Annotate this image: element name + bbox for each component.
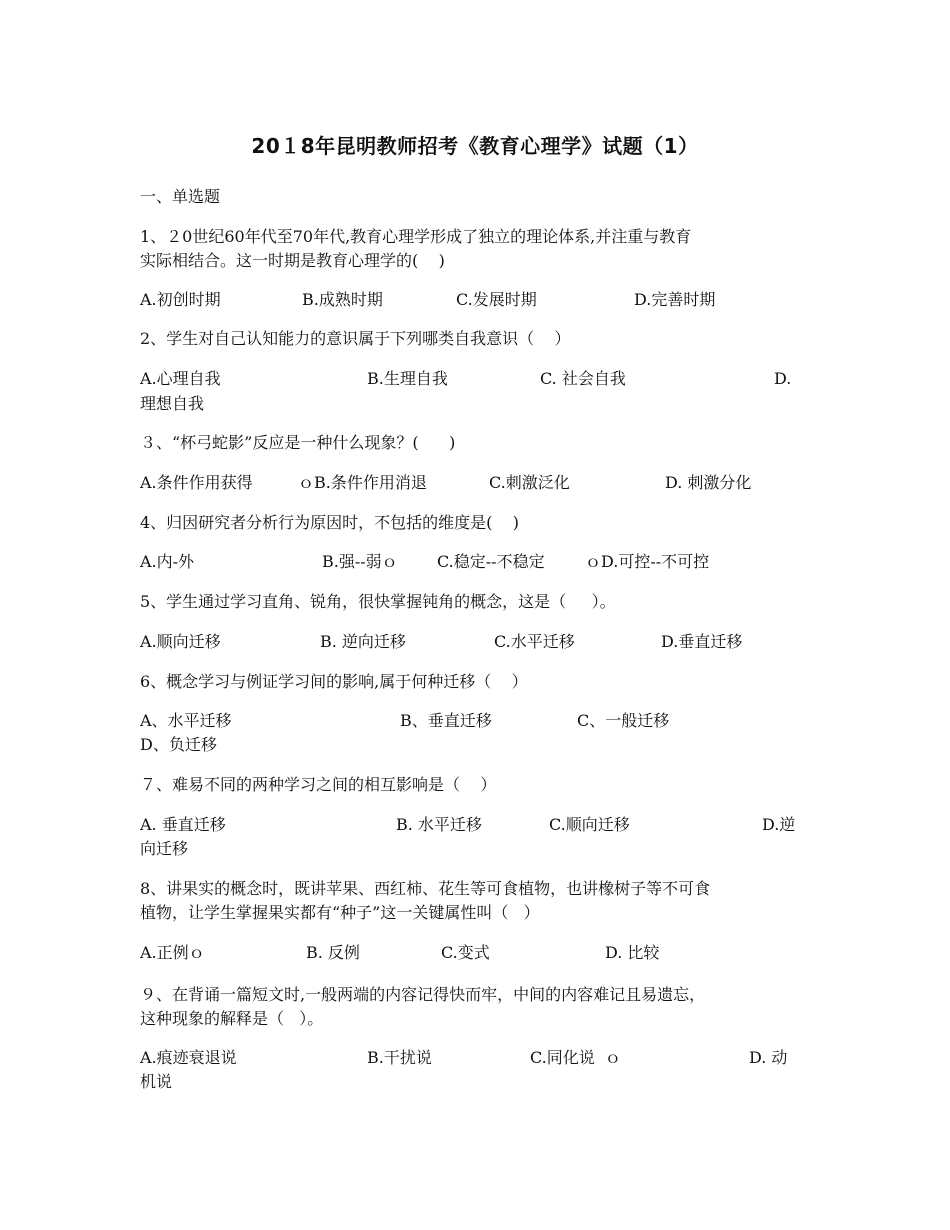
question-8-option-d: D. 比较 [605,943,660,962]
question-1-option-d: D.完善时期 [634,290,716,309]
question-7-option-d-wrap: 向迁移 [140,839,189,858]
question-9-line-1: ９、在背诵一篇短文时,一般两端的内容记得快而牢，中间的内容难记且易遗忘， [140,985,706,1004]
question-1-option-b: B.成熟时期 [302,290,383,309]
question-9-line-2: 这种现象的解释是（ ）。 [140,1009,324,1028]
question-3-line-1: ３、“杯弓蛇影”反应是一种什么现象？( ) [140,433,456,452]
question-3-option-a: A.条件作用获得 [140,473,253,492]
question-2-option-b: B.生理自我 [367,369,448,388]
question-8-option-b: B. 反例 [306,943,360,962]
question-4-option-b: B.强--弱ｏ [322,552,398,571]
question-5-line-1: 5、学生通过学习直角、锐角，很快掌握钝角的概念，这是（ ）。 [140,592,616,611]
question-4-line-1: 4、归因研究者分析行为原因时，不包括的维度是( ) [140,513,520,532]
question-9-option-b: B.干扰说 [367,1048,432,1067]
question-4-option-c: C.稳定--不稳定 [437,552,545,571]
question-6-line-1: 6、概念学习与例证学习间的影响,属于何种迁移（ ） [140,672,528,691]
question-1-option-c: C.发展时期 [456,290,537,309]
question-2-option-a: A.心理自我 [140,369,221,388]
question-8-option-a: A.正例ｏ [140,943,205,962]
question-3-option-b: ｏB.条件作用消退 [298,473,427,492]
page-title: 20１8年昆明教师招考《教育心理学》试题（1） [251,134,699,158]
question-5-option-c: C.水平迁移 [494,632,575,651]
question-6-option-d: D、负迁移 [140,735,217,754]
question-5-option-a: A.顺向迁移 [140,632,221,651]
question-6-option-c: C、一般迁移 [577,711,670,730]
question-5-option-d: D.垂直迁移 [661,632,743,651]
question-7-option-b: B. 水平迁移 [396,815,482,834]
question-3-option-d: D. 刺激分化 [665,473,752,492]
question-1-option-a: A.初创时期 [140,290,221,309]
question-7-option-c: C.顺向迁移 [549,815,630,834]
question-7-option-a: A. 垂直迁移 [140,815,226,834]
question-4-option-a: A.内-外 [140,552,195,571]
section-heading: 一、单选题 [140,187,221,206]
question-7-option-d: D.逆 [762,815,796,834]
question-4-option-d: ｏD.可控--不可控 [585,552,710,571]
question-1-line-2: 实际相结合。这一时期是教育心理学的( ) [140,251,445,270]
question-9-option-a: A.痕迹衰退说 [140,1048,237,1067]
question-2-option-d-wrap: 理想自我 [140,394,205,413]
question-2-option-d: D. [774,369,792,388]
question-5-option-b: B. 逆向迁移 [320,632,406,651]
question-9-option-c: C.同化说 ｏ [530,1048,621,1067]
question-3-option-c: C.刺激泛化 [489,473,570,492]
question-9-option-d-wrap: 机说 [140,1072,173,1091]
question-2-line-1: 2、学生对自己认知能力的意识属于下列哪类自我意识（ ） [140,329,571,348]
question-8-line-1: 8、讲果实的概念时，既讲苹果、西红柿、花生等可食植物，也讲橡树子等不可食 [140,879,711,898]
question-2-option-c: C. 社会自我 [540,369,626,388]
question-9-option-d: D. 动 [749,1048,788,1067]
question-8-option-c: C.变式 [441,943,490,962]
question-7-line-1: ７、难易不同的两种学习之间的相互影响是（ ） [140,775,497,794]
question-6-option-b: B、垂直迁移 [400,711,492,730]
question-1-line-1: 1、２0世纪60年代至70年代,教育心理学形成了独立的理论体系,并注重与教育 [140,227,692,246]
question-8-line-2: 植物，让学生掌握果实都有“种子”这一关键属性叫（ ） [140,903,540,922]
question-6-option-a: A、水平迁移 [140,711,232,730]
